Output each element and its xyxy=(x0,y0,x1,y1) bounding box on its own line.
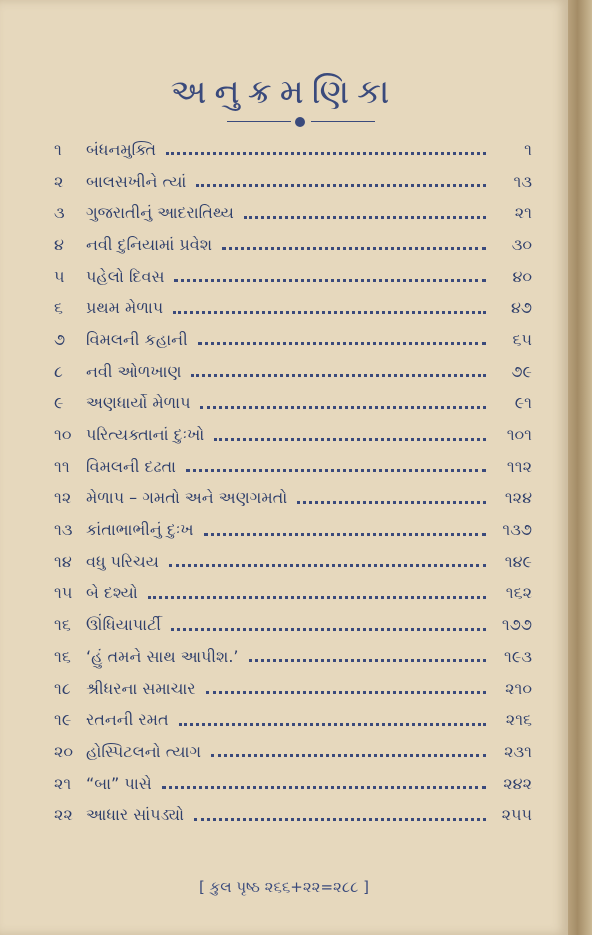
dot-leader xyxy=(171,628,486,631)
toc-row xyxy=(54,356,532,388)
dot-leader xyxy=(191,374,486,377)
chapter-title: મેળાપ – ગમતો અને અણગમતો xyxy=(86,488,288,508)
chapter-number: ૧૬ xyxy=(54,646,71,666)
chapter-title: પ્રથમ મેળાપ xyxy=(86,298,164,318)
toc-row xyxy=(54,419,532,451)
toc-row xyxy=(54,578,532,610)
dot-leader xyxy=(204,533,486,536)
toc-row xyxy=(54,388,532,420)
chapter-page-number: ૭૯ xyxy=(511,361,532,381)
toc-row xyxy=(54,546,532,578)
toc-row xyxy=(54,229,532,261)
chapter-title: પરિત્યક્તાનાં દુઃખો xyxy=(86,425,205,445)
chapter-page-number: ૪૦ xyxy=(512,266,532,286)
toc-row xyxy=(54,324,532,356)
chapter-number: ૧૯ xyxy=(54,710,72,730)
chapter-title: રતનની રમત xyxy=(86,710,169,730)
dot-leader xyxy=(174,279,486,282)
chapter-title: ‘હું તમને સાથ આપીશ.’ xyxy=(86,646,239,666)
dot-leader xyxy=(173,311,486,314)
chapter-title: નવી દુનિયામાં પ્રવેશ xyxy=(86,234,213,254)
chapter-number: ૧૪ xyxy=(54,551,72,571)
dot-leader xyxy=(206,691,486,694)
chapter-number: ૫ xyxy=(54,266,65,286)
chapter-number: ૧૨ xyxy=(54,488,72,508)
dot-leader xyxy=(166,152,486,155)
chapter-title: “બા” પાસે xyxy=(86,773,152,793)
chapter-page-number: ૧૩૭ xyxy=(502,520,532,540)
ornament-dot xyxy=(295,117,305,127)
toc-row xyxy=(54,514,532,546)
chapter-number: ૪ xyxy=(54,234,64,254)
chapter-title: બાલસખીને ત્યાં xyxy=(86,171,187,191)
chapter-page-number: ૧૯૩ xyxy=(504,646,532,666)
chapter-page-number: ૨૪૨ xyxy=(503,773,532,793)
toc-row xyxy=(54,451,532,483)
chapter-number: ૨૦ xyxy=(54,741,74,761)
chapter-page-number: ૧૩ xyxy=(513,171,532,191)
chapter-page-number: ૩૦ xyxy=(511,234,532,254)
chapter-number: ૩ xyxy=(54,203,65,223)
toc-row xyxy=(54,768,532,800)
dot-leader xyxy=(186,469,486,472)
chapter-number: ૨ xyxy=(54,171,64,191)
chapter-page-number: ૧૭૭ xyxy=(501,615,532,635)
table-of-contents xyxy=(54,134,532,831)
chapter-number: ૧ xyxy=(54,139,62,159)
chapter-number: ૬ xyxy=(54,298,63,318)
toc-row xyxy=(54,641,532,673)
title-ornament xyxy=(227,117,375,127)
toc-row xyxy=(54,134,532,166)
chapter-page-number: ૧૨૪ xyxy=(504,488,532,508)
chapter-page-number: ૯૧ xyxy=(514,393,532,413)
chapter-title: વધુ પરિચય xyxy=(86,551,159,571)
chapter-number: ૧૧ xyxy=(54,456,70,476)
dot-leader xyxy=(148,596,486,599)
chapter-page-number: ૨૧ xyxy=(514,203,532,223)
chapter-number: ૧૩ xyxy=(54,520,73,540)
toc-row xyxy=(54,261,532,293)
chapter-page-number: ૨૧૦ xyxy=(505,678,532,698)
dot-leader xyxy=(196,184,486,187)
chapter-page-number: ૧૦૧ xyxy=(506,425,532,445)
dot-leader xyxy=(297,501,486,504)
chapter-page-number: ૧ xyxy=(524,139,532,159)
dot-leader xyxy=(194,818,486,821)
chapter-number: ૧૬ xyxy=(54,615,71,635)
book-binding-edge xyxy=(568,0,592,935)
chapter-number: ૧૮ xyxy=(54,678,71,698)
dot-leader xyxy=(244,216,486,219)
chapter-page-number: ૧૧૨ xyxy=(506,456,532,476)
chapter-number: ૧૦ xyxy=(54,425,72,445)
toc-row xyxy=(54,166,532,198)
toc-row xyxy=(54,736,532,768)
chapter-title: આધાર સાંપડ્યો xyxy=(86,805,184,825)
chapter-title: અણધાર્યો મેળાપ xyxy=(86,393,191,413)
chapter-title: બંધનમુક્તિ xyxy=(86,139,156,159)
toc-row xyxy=(54,704,532,736)
chapter-title: ઊંધિયાપાર્ટી xyxy=(86,615,161,635)
chapter-title: બે દશ્યો xyxy=(86,583,138,603)
dot-leader xyxy=(162,786,486,789)
chapter-title: પહેલો દિવસ xyxy=(86,266,165,286)
chapter-title: કાંતાભાભીનું દુઃખ xyxy=(86,520,194,540)
dot-leader xyxy=(249,659,486,662)
chapter-page-number: ૨૧૬ xyxy=(505,710,532,730)
ornament-line-left xyxy=(227,121,291,122)
toc-row xyxy=(54,197,532,229)
dot-leader xyxy=(222,247,486,250)
chapter-page-number: ૪૭ xyxy=(510,298,532,318)
toc-row xyxy=(54,609,532,641)
chapter-title: વિમલની દઢતા xyxy=(86,456,176,476)
chapter-page-number: ૧૪૯ xyxy=(504,551,532,571)
dot-leader xyxy=(169,564,486,567)
toc-row xyxy=(54,483,532,515)
chapter-title: શ્રીધરના સમાચાર xyxy=(86,678,196,698)
chapter-number: ૮ xyxy=(54,361,63,381)
toc-row xyxy=(54,673,532,705)
ornament-line-right xyxy=(311,121,375,122)
toc-row xyxy=(54,799,532,831)
dot-leader xyxy=(198,342,486,345)
chapter-page-number: ૨૩૧ xyxy=(504,741,532,761)
toc-row xyxy=(54,292,532,324)
chapter-page-number: ૧૬૨ xyxy=(505,583,532,603)
dot-leader xyxy=(214,438,486,441)
chapter-title: વિમલની કહાની xyxy=(86,329,188,349)
chapter-title: નવી ઓળખાણ xyxy=(86,361,182,381)
chapter-number: ૭ xyxy=(54,329,66,349)
chapter-number: ૯ xyxy=(54,393,64,413)
chapter-page-number: ૬૫ xyxy=(512,329,532,349)
chapter-page-number: ૨૫૫ xyxy=(501,805,532,825)
page-count-note: [ કુલ પૃષ્ઠ ૨૬૬+૨૨=૨૮૮ ] xyxy=(199,878,369,896)
dot-leader xyxy=(179,723,486,726)
dot-leader xyxy=(211,754,486,757)
chapter-number: ૨૧ xyxy=(54,773,72,793)
dot-leader xyxy=(200,406,486,409)
page-title: અનુક્રમણિકા xyxy=(170,72,398,112)
chapter-title: હોસ્પિટલનો ત્યાગ xyxy=(86,741,202,761)
chapter-number: ૧૫ xyxy=(54,583,73,603)
chapter-title: ગુજરાતીનું આદરાતિથ્ય xyxy=(86,203,234,223)
chapter-number: ૨૨ xyxy=(54,805,73,825)
